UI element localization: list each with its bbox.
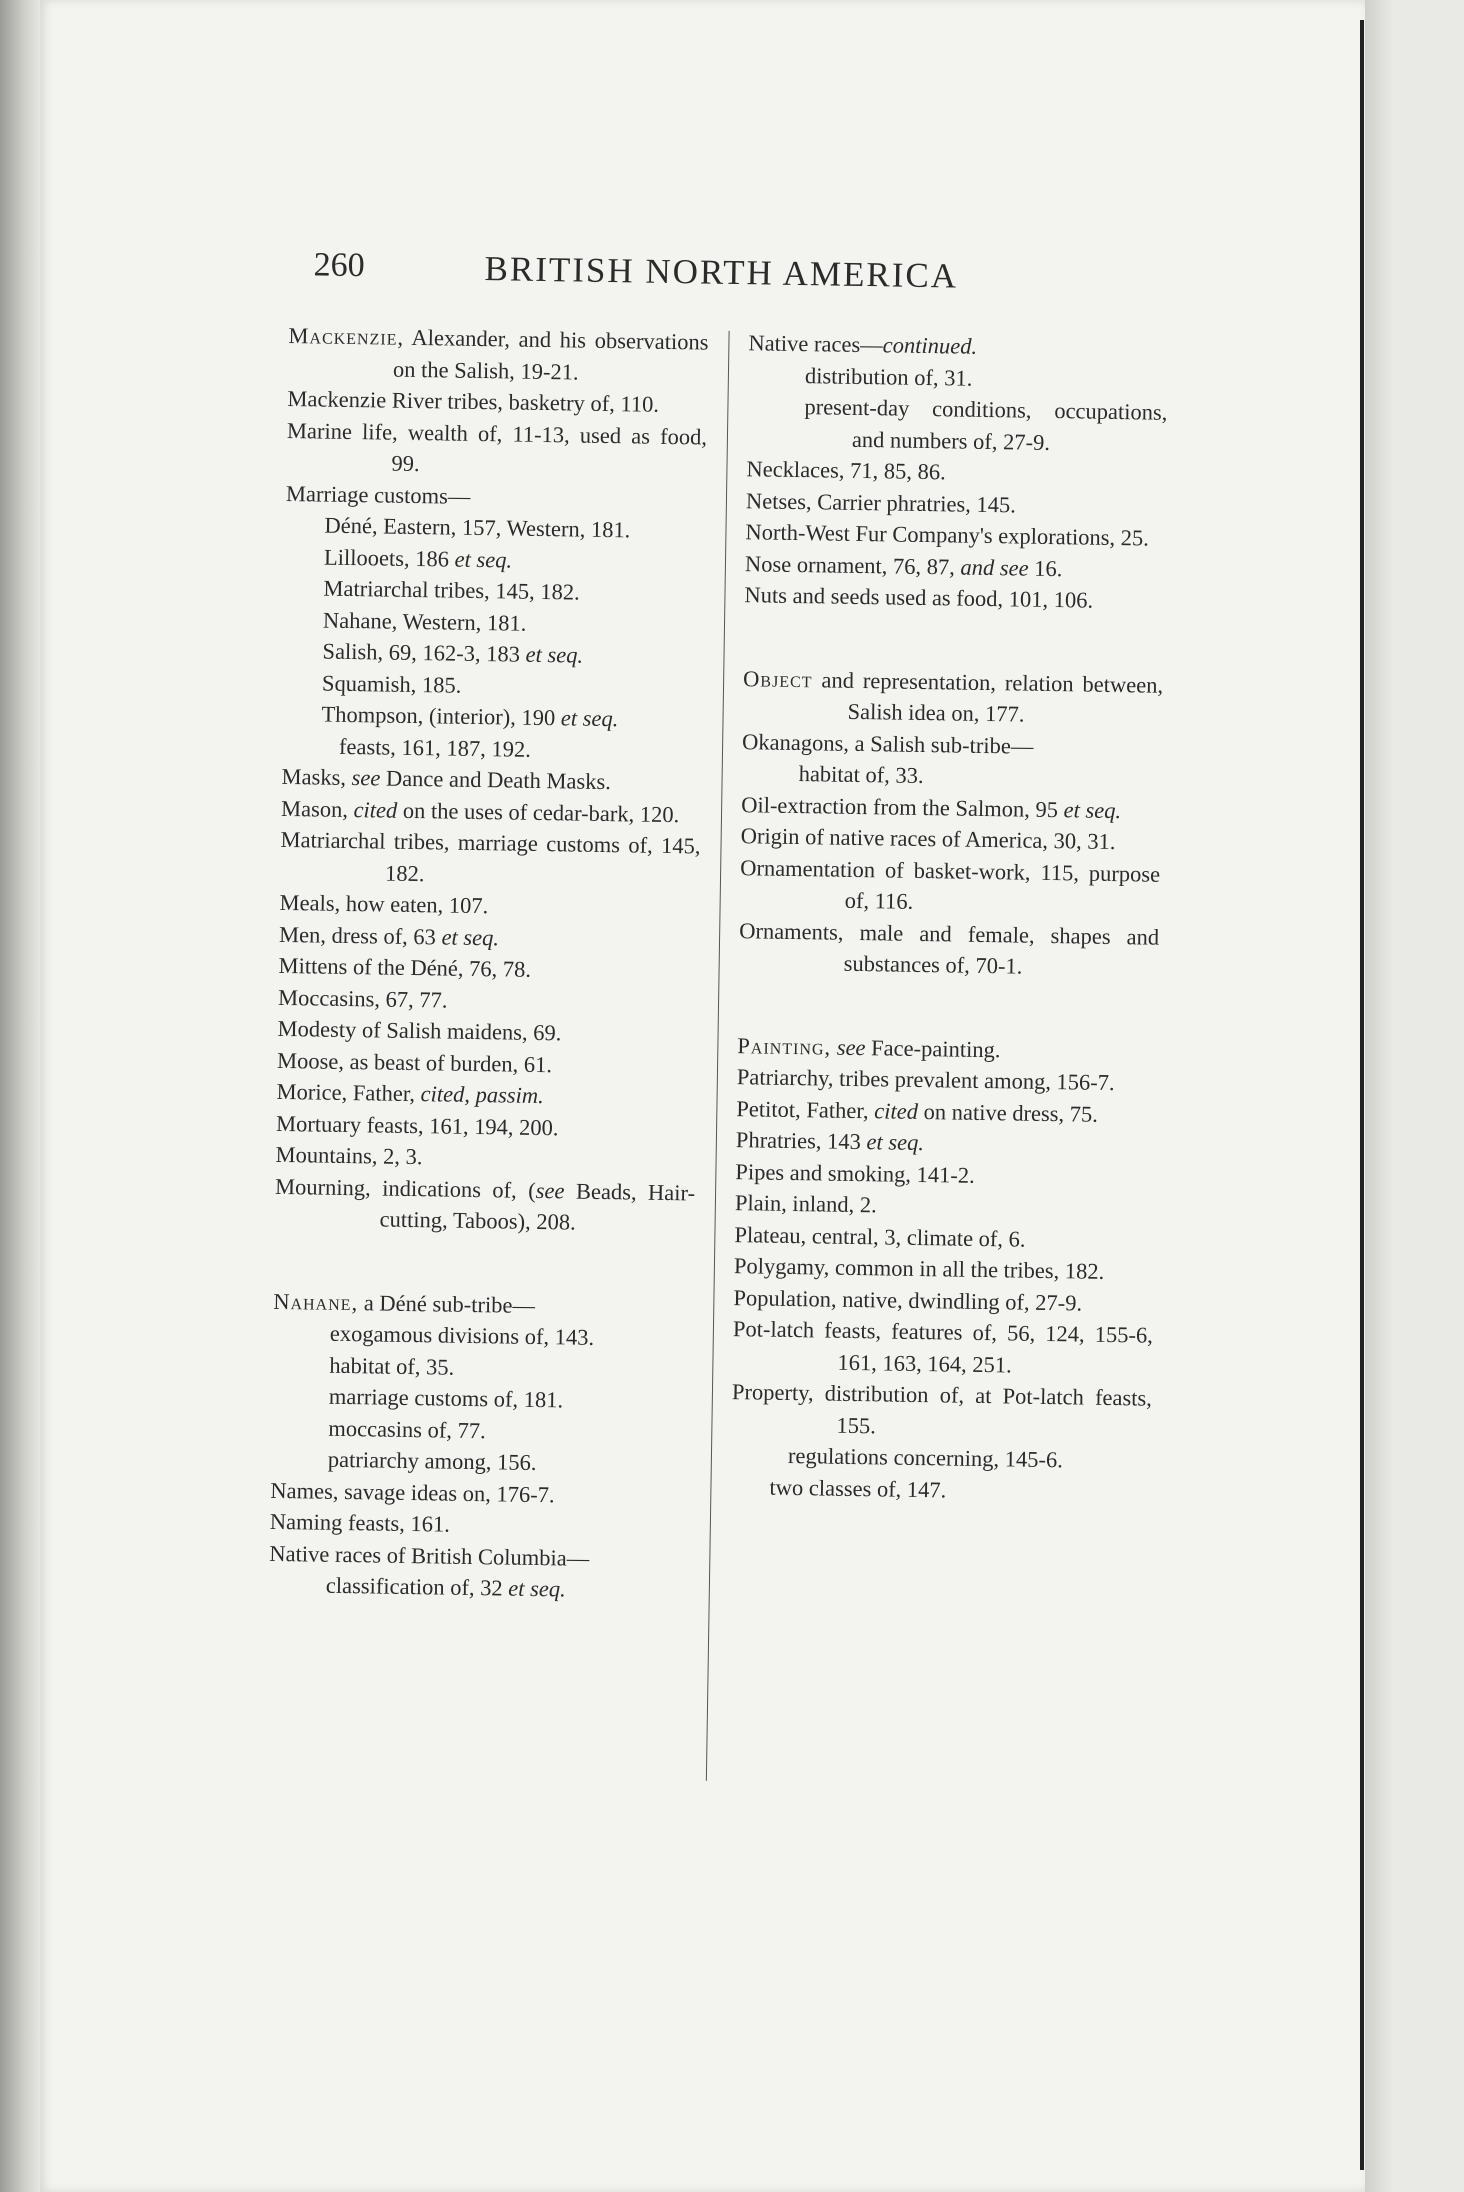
- entry-text: Moccasins, 67, 77.: [277, 984, 448, 1013]
- index-columns: [269, 320, 1209, 1602]
- entry-text: Polygamy, common in all the tribes, 182.: [733, 1253, 1105, 1284]
- index-entry: [731, 1376, 1152, 1446]
- entry-italic: and see: [960, 554, 1029, 581]
- entry-text: Origin of native races of America, 30, 31.: [740, 823, 1116, 855]
- index-entry: [288, 320, 709, 390]
- entry-text: Petitot, Father,: [736, 1095, 875, 1123]
- entry-text: Nose ornament, 76, 87,: [744, 550, 961, 580]
- entry-text: moccasins of, 77.: [328, 1415, 486, 1443]
- entry-text: Mason,: [280, 795, 354, 822]
- entry-italic: et seq.: [441, 923, 500, 950]
- entry-italic: et seq.: [866, 1129, 925, 1156]
- entry-text: habitat of, 33.: [798, 761, 924, 789]
- entry-italic: et seq.: [560, 705, 619, 732]
- entry-heading: Mackenzie,: [288, 322, 405, 350]
- entry-text: Plain, inland, 2.: [734, 1190, 877, 1218]
- entry-text: distribution of, 31.: [804, 362, 973, 391]
- entry-italic: see: [836, 1034, 866, 1060]
- entry-italic: see: [535, 1177, 565, 1203]
- entry-text-continued: 16.: [1028, 555, 1063, 581]
- entry-heading: Nahane,: [273, 1288, 359, 1315]
- entry-italic: et seq.: [1063, 796, 1122, 823]
- index-entry: [732, 1313, 1153, 1383]
- entry-text: Déné, Eastern, 157, Western, 181.: [324, 512, 631, 543]
- entry-text: Meals, how eaten, 107.: [279, 889, 489, 919]
- entry-text: Property, distribution of, at Pot-latch feasts, 155.: [731, 1379, 1153, 1438]
- index-entry: [280, 824, 701, 894]
- entry-text: Names, savage ideas on, 176-7.: [270, 1477, 555, 1507]
- entry-text: Matriarchal tribes, marriage customs of, 145, 182.: [280, 826, 701, 886]
- entry-text: Necklaces, 71, 85, 86.: [746, 456, 946, 485]
- entry-heading: Object: [742, 665, 813, 692]
- entry-text: North-West Fur Company's explorations, 25.: [745, 519, 1150, 551]
- entry-italic: continued.: [882, 332, 978, 359]
- entry-text: Native races—: [748, 330, 883, 358]
- entry-text: Ornamentation of basket-work, 115, purpose of, 116.: [740, 854, 1161, 914]
- index-entry: [738, 915, 1159, 985]
- entry-text: Moose, as beast of burden, 61.: [276, 1047, 553, 1077]
- entry-text: Salish, 69, 162-3, 183: [322, 638, 526, 667]
- entry-text: patriarchy among, 156.: [327, 1446, 537, 1476]
- entry-italic: cited: [874, 1097, 919, 1124]
- entry-text: Mountains, 2, 3.: [275, 1141, 423, 1170]
- entry-text: Phratries, 143: [735, 1127, 867, 1155]
- entry-italic: cited: [353, 796, 398, 823]
- entry-text: Masks,: [281, 763, 352, 791]
- entry-text: Naming feasts, 161.: [269, 1508, 451, 1537]
- entry-text-continued: on native dress, 75.: [917, 1098, 1099, 1127]
- facing-page-border: [1360, 20, 1364, 2170]
- index-column-left: [269, 320, 709, 1607]
- entry-text: Okanagons, a Salish sub-tribe—: [741, 728, 1034, 759]
- facing-page-edge: [1395, 0, 1464, 2192]
- entry-italic: see: [351, 765, 381, 791]
- entry-text: Pipes and smoking, 141-2.: [735, 1158, 975, 1188]
- entry-text: Patriarchy, tribes prevalent among, 156-7.: [736, 1064, 1115, 1096]
- page-fold: [1365, 0, 1395, 2192]
- index-entry: [739, 852, 1160, 922]
- index-entry: [269, 1569, 689, 1607]
- page-number: 260: [313, 246, 365, 285]
- entry-italic: et seq.: [525, 641, 584, 668]
- entry-text: Mourning, indications of, (: [274, 1173, 536, 1203]
- entry-text-continued: on the uses of cedar-bark, 120.: [397, 797, 680, 827]
- book-gutter-shadow: [0, 0, 40, 2192]
- section-gap: [743, 611, 1164, 670]
- entry-text: Modesty of Salish maidens, 69.: [277, 1015, 562, 1046]
- entry-heading: Painting,: [737, 1032, 832, 1060]
- entry-text: Ornaments, male and female, shapes and substances of, 70-1.: [739, 917, 1160, 979]
- entry-text: Mittens of the Déné, 76, 78.: [278, 952, 532, 982]
- entry-text: marriage customs of, 181.: [328, 1383, 564, 1413]
- entry-text-continued: Dance and Death Masks.: [380, 765, 612, 795]
- entry-text: Thompson, (interior), 190: [321, 701, 562, 731]
- entry-italic: et seq.: [454, 546, 513, 573]
- entry-text: Nuts and seeds used as food, 101, 106.: [744, 582, 1094, 613]
- entry-text: Morice, Father,: [276, 1078, 421, 1107]
- index-entry: [747, 390, 1168, 460]
- entry-text: and representation, relation between, Salish idea on, 177.: [812, 666, 1164, 727]
- entry-text: regulations concerning, 145-6.: [787, 1442, 1064, 1473]
- index-entry: [286, 414, 707, 484]
- running-title: BRITISH NORTH AMERICA: [484, 249, 959, 296]
- entry-text: habitat of, 35.: [329, 1352, 455, 1380]
- entry-text-continued: Beads, Hair-cutting, Taboos), 208.: [379, 1177, 696, 1235]
- index-entry: [742, 663, 1163, 733]
- entry-italic: cited, passim.: [420, 1081, 544, 1109]
- entry-text: Netses, Carrier phratries, 145.: [745, 487, 1017, 517]
- entry-text: Alexander, and his observations on the Salish, 19-21.: [392, 324, 709, 385]
- section-gap: [274, 1233, 695, 1292]
- entry-text: Mackenzie River tribes, basketry of, 110.: [287, 385, 660, 417]
- entry-text: Plateau, central, 3, climate of, 6.: [734, 1221, 1026, 1252]
- entry-text: Native races of British Columbia—: [269, 1540, 590, 1571]
- entry-text: Marine life, wealth of, 11-13, used as food, 99.: [286, 417, 708, 477]
- entry-text: Pot-latch feasts, features of, 56, 124, 155-6, 161, 163, 164, 251.: [732, 1316, 1154, 1377]
- index-entry: [730, 1471, 1150, 1509]
- entry-italic: et seq.: [508, 1575, 566, 1602]
- entry-text: Squamish, 185.: [321, 670, 462, 698]
- entry-text: a Déné sub-tribe—: [358, 1289, 536, 1318]
- entry-text: Mortuary feasts, 161, 194, 200.: [275, 1110, 559, 1140]
- entry-text: present-day conditions, occupations, and numbers of, 27-9.: [804, 394, 1168, 455]
- entry-text: exogamous divisions of, 143.: [329, 1320, 595, 1350]
- page-content: [269, 240, 1210, 1602]
- index-column-right: [730, 327, 1168, 1508]
- entry-text: Marriage customs—: [285, 480, 471, 509]
- index-entry: [744, 579, 1164, 617]
- entry-text: feasts, 161, 187, 192.: [338, 733, 532, 762]
- entry-text: Nahane, Western, 181.: [322, 607, 527, 636]
- entry-text: Oil-extraction from the Salmon, 95: [740, 791, 1064, 822]
- entry-text: classification of, 32: [325, 1572, 509, 1601]
- entry-text-continued: Face-painting.: [865, 1034, 1001, 1062]
- entry-text: Population, native, dwindling of, 27-9.: [733, 1284, 1083, 1316]
- section-gap: [738, 978, 1159, 1037]
- entry-text: Lillooets, 186: [323, 544, 455, 572]
- entry-text: two classes of, 147.: [769, 1474, 947, 1502]
- entry-text: Matriarchal tribes, 145, 182.: [323, 575, 580, 605]
- entry-text: Men, dress of, 63: [278, 921, 442, 949]
- index-entry: [274, 1170, 695, 1240]
